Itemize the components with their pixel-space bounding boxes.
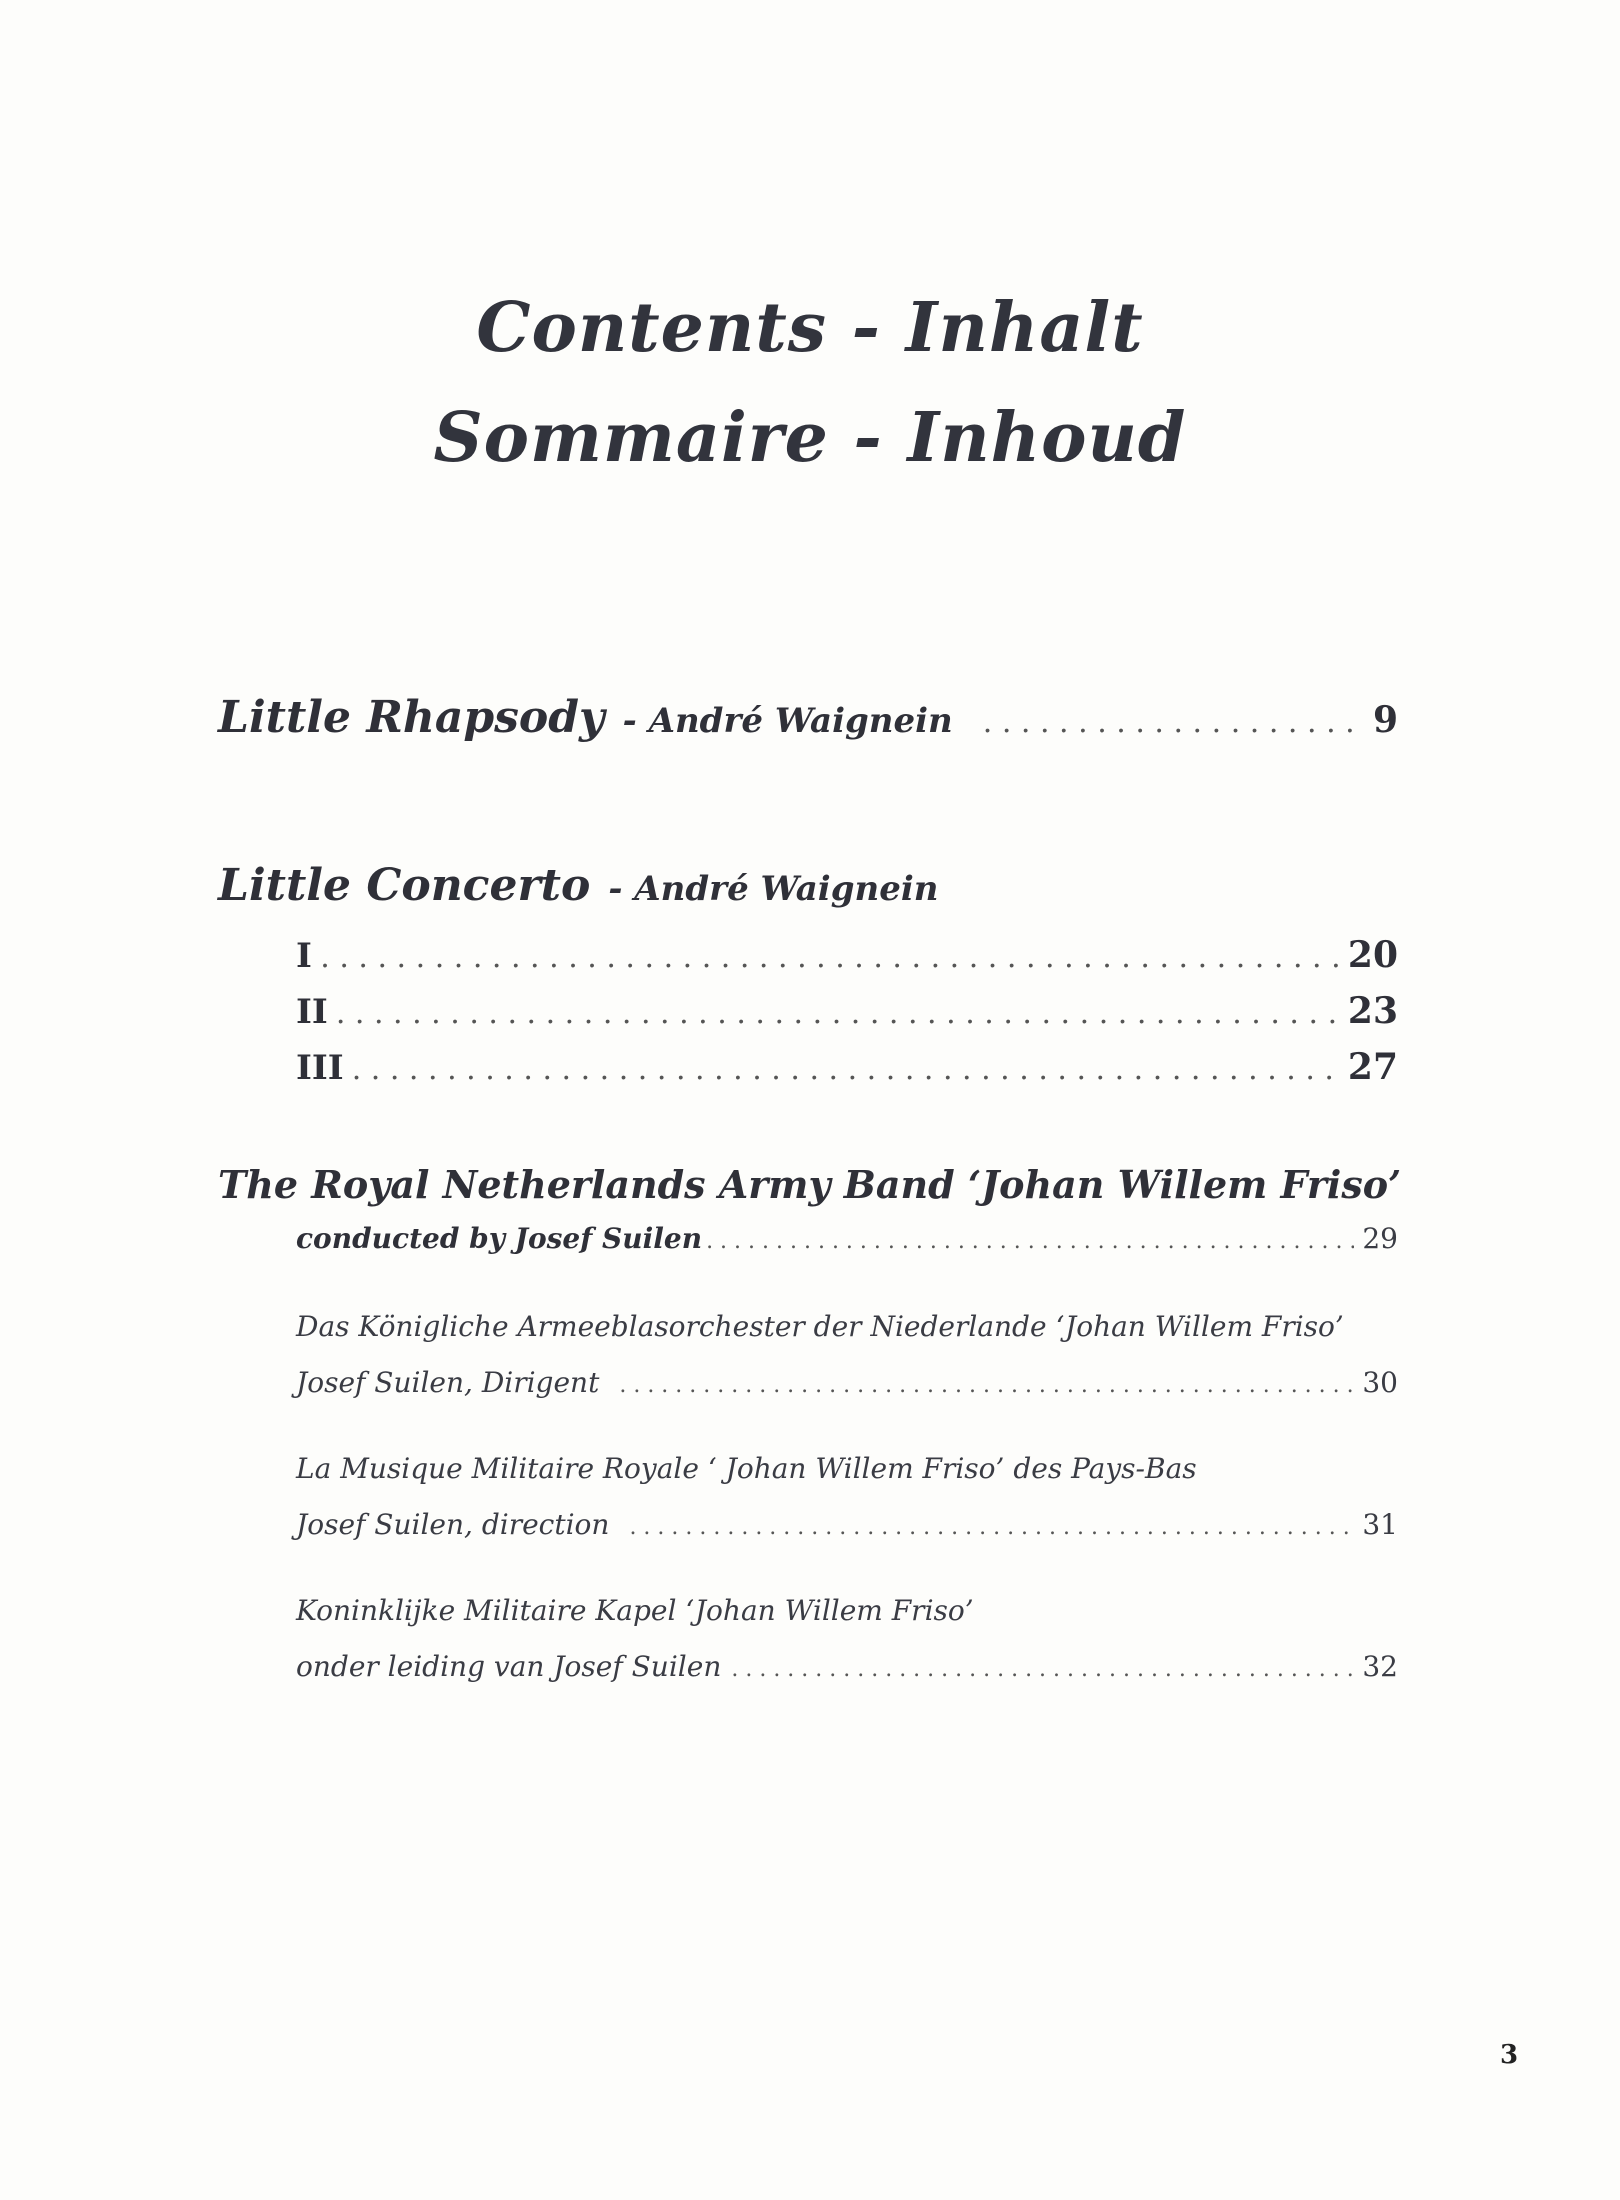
page-number: 3 [1500,2040,1519,2070]
entry-page: 9 [1372,699,1398,741]
movement-label: I [296,936,312,976]
toc-movement-2[interactable] [296,990,1398,1032]
toc-entry-band-english[interactable] [296,1222,1398,1255]
leader-dots [706,1229,1354,1254]
section-heading-band: The Royal Netherlands Army Band ‘Johan Willem Friso’ [218,1162,1402,1207]
entry-author: - André Waignein [622,701,953,741]
toc-entry-concerto [218,860,938,911]
leader-dots [629,1515,1354,1540]
leader-dots [619,1373,1354,1398]
leader-dots [336,996,1340,1031]
entry-text: conducted by Josef Suilen [296,1222,703,1255]
movement-page: 27 [1347,1046,1398,1088]
toc-entry-band-dutch[interactable] [296,1650,1398,1683]
leader-dots [352,1052,1340,1087]
leader-dots [320,940,1340,975]
entry-text-german-line1: Das Königliche Armeeblasorchester der Niederlande ‘Johan Willem Friso’ [296,1310,1344,1343]
leader-dots [731,1657,1354,1682]
entry-author: - André Waignein [608,869,939,909]
toc-movement-3[interactable] [296,1046,1398,1088]
entry-page: 32 [1362,1650,1398,1683]
entry-title: Little Concerto [218,860,591,911]
entry-text: Josef Suilen, Dirigent [296,1366,600,1399]
entry-text: Josef Suilen, direction [296,1508,610,1541]
movement-label: II [296,992,328,1032]
movement-page: 20 [1347,934,1398,976]
toc-entry-band-german[interactable] [296,1366,1398,1399]
toc-entry-rhapsody[interactable] [218,692,1398,743]
entry-page: 30 [1362,1366,1398,1399]
toc-entry-band-french[interactable] [296,1508,1398,1541]
movement-label: III [296,1048,344,1088]
entry-text-french-line1: La Musique Militaire Royale ‘ Johan Willem Friso’ des Pays-Bas [296,1452,1197,1485]
page-title-line1: Contents - Inhalt [476,288,1144,368]
toc-movement-1[interactable] [296,934,1398,976]
leader-dots [983,705,1365,740]
entry-text-dutch-line1: Koninklijke Militaire Kapel ‘Johan Willem Friso’ [296,1594,974,1627]
entry-title: Little Rhapsody [218,692,605,743]
movement-page: 23 [1347,990,1398,1032]
entry-page: 29 [1362,1222,1398,1255]
entry-page: 31 [1362,1508,1398,1541]
entry-text: onder leiding van Josef Suilen [296,1650,722,1683]
page-title-line2: Sommaire - Inhoud [433,398,1187,478]
